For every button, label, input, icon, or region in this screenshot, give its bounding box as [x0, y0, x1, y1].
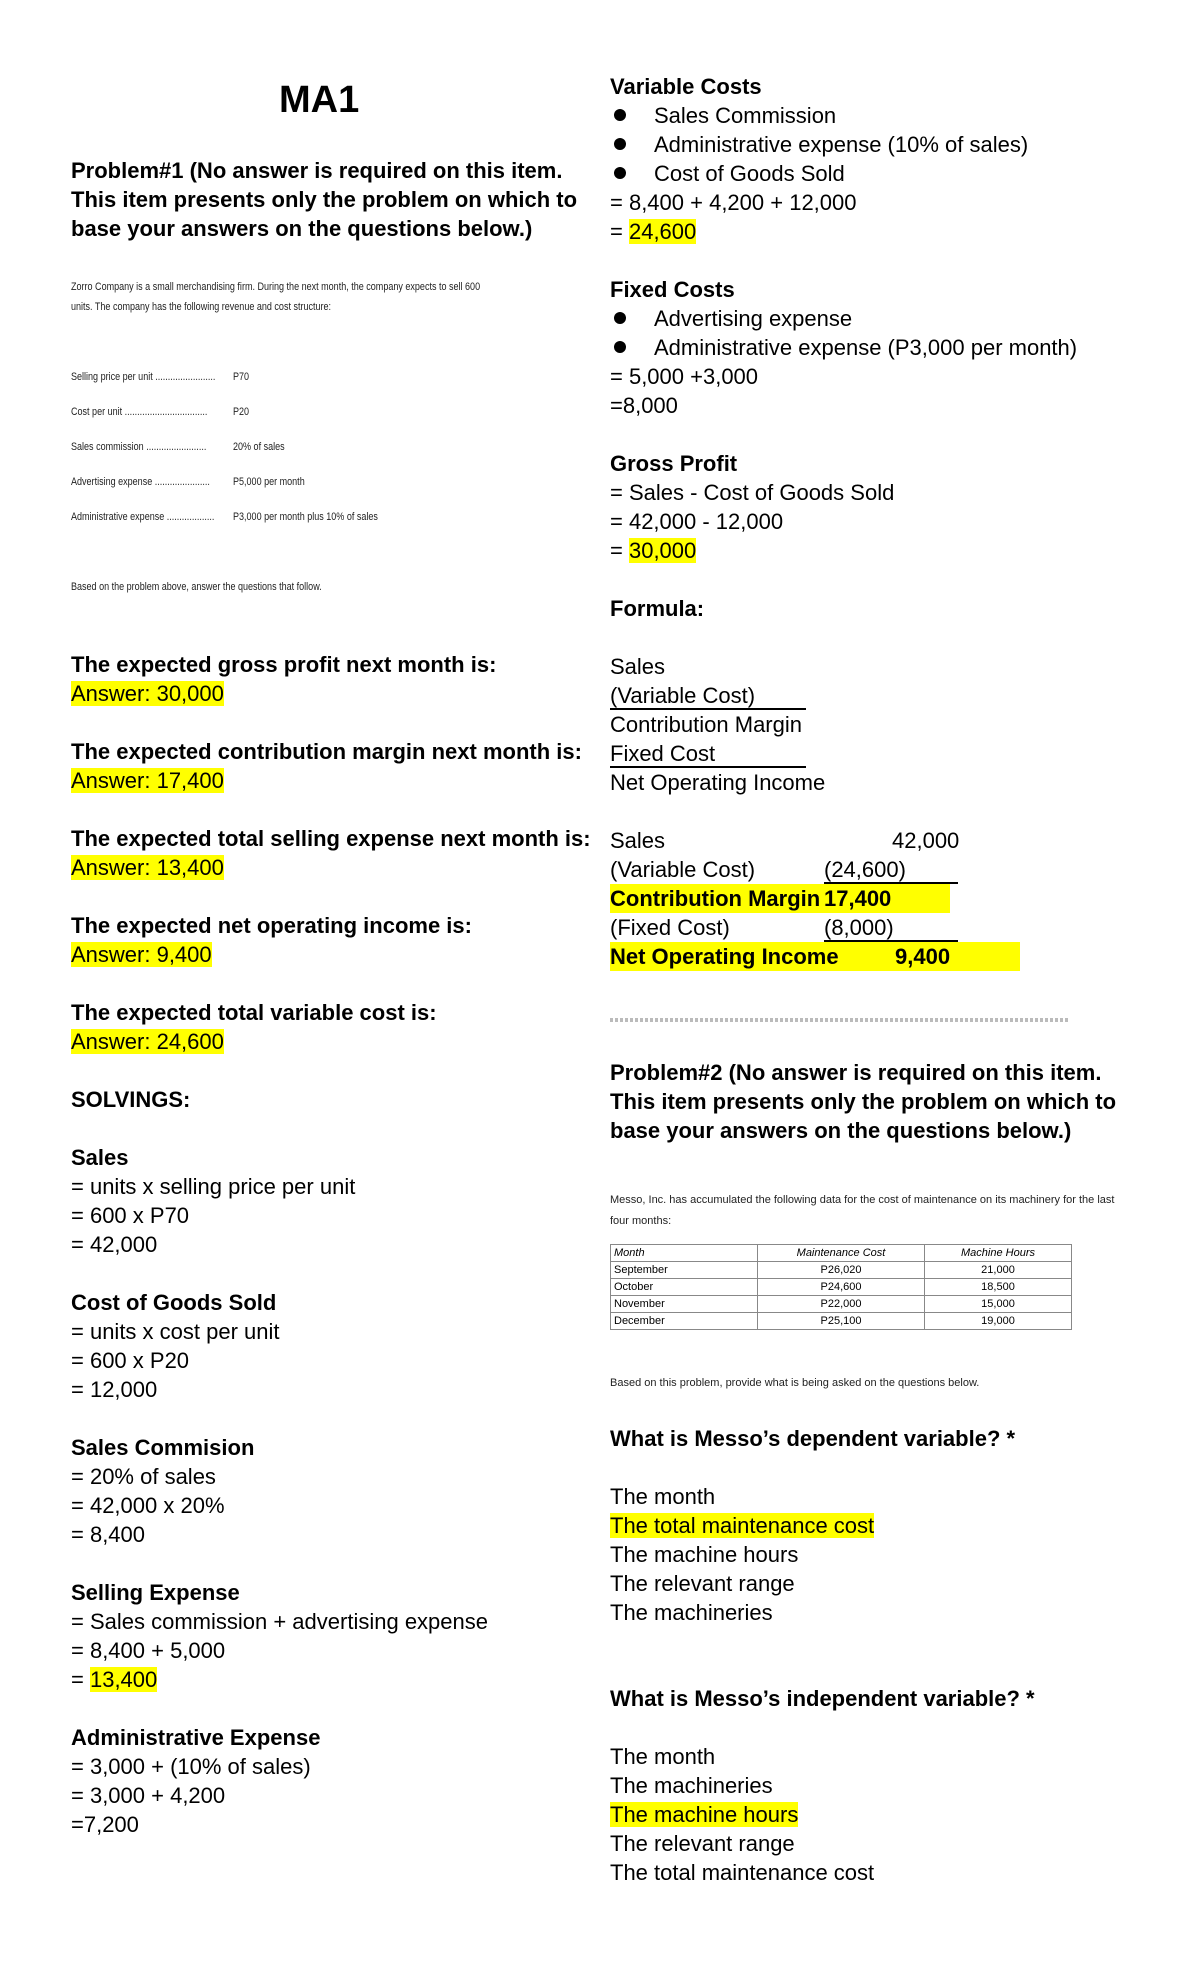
problem1-followup: Based on the problem above, answer the questions that follow. [71, 581, 322, 593]
problem2-header-1: Problem#2 (No answer is required on this item. [610, 1060, 1102, 1085]
stmt-fc-value: (8,000) [824, 915, 894, 940]
table-row [611, 1313, 1072, 1330]
gross-line-1: = Sales - Cost of Goods Sold [610, 480, 895, 505]
q1-option-3: The machine hours [610, 1542, 799, 1567]
th-machine-hours: Machine Hours [925, 1245, 1072, 1262]
fixed-line-2: =8,000 [610, 393, 678, 418]
stmt-cm-label: Contribution Margin [610, 886, 821, 911]
answer-net-operating-income: Answer: 9,400 [71, 942, 212, 967]
gross-title: Gross Profit [610, 451, 738, 476]
variable-line: = 8,400 + 4,200 + 12,000 [610, 190, 857, 215]
cogs-title: Cost of Goods Sold [71, 1290, 277, 1315]
commission-line-3: = 8,400 [71, 1522, 146, 1547]
admin-title: Administrative Expense [71, 1725, 321, 1750]
selling-line-2: = 8,400 + 5,000 [71, 1638, 226, 1663]
item-administrative-label: Administrative expense ................... [71, 511, 215, 523]
gross-result: 30,000 [628, 538, 697, 563]
fixed-bullet-1: Advertising expense [614, 304, 852, 333]
table-row [611, 1262, 1072, 1279]
variable-bullet-1: Sales Commission [614, 101, 836, 130]
cell-cost: P26,020 [758, 1262, 925, 1279]
stmt-fc-label: (Fixed Cost) [610, 915, 730, 940]
problem2-intro-1: Messo, Inc. has accumulated the following data for the cost of maintenance on its machinery for the last [610, 1194, 1115, 1206]
th-month: Month [611, 1245, 758, 1262]
variable-result: 24,600 [628, 219, 697, 244]
solvings-label: SOLVINGS: [71, 1087, 191, 1112]
selling-prefix: = [71, 1667, 90, 1692]
problem2-followup: Based on this problem, provide what is being asked on the questions below. [610, 1377, 980, 1389]
stmt-cm-row [610, 884, 950, 913]
item-advertising-label: Advertising expense ...................... [71, 476, 210, 488]
item-cost-per-unit-label: Cost per unit ................................. [71, 406, 208, 418]
variable-bullet-2: Administrative expense (10% of sales) [614, 130, 1028, 159]
selling-title: Selling Expense [71, 1580, 240, 1605]
question-total-variable-cost: The expected total variable cost is: [71, 1000, 437, 1025]
commission-line-1: = 20% of sales [71, 1464, 216, 1489]
cogs-line-3: = 12,000 [71, 1377, 158, 1402]
table-row [611, 1296, 1072, 1313]
formula-line-noi: Net Operating Income [610, 770, 826, 795]
q-independent-variable: What is Messo’s independent variable? * [610, 1686, 1035, 1711]
stmt-cm-value: 17,400 [824, 886, 892, 911]
stmt-sales-label: Sales [610, 828, 666, 853]
question-gross-profit: The expected gross profit next month is: [71, 652, 497, 677]
stmt-sales-value: 42,000 [892, 828, 960, 853]
section-divider [610, 1018, 1070, 1022]
selling-line-1: = Sales commission + advertising expense [71, 1609, 488, 1634]
cell-cost: P24,600 [758, 1279, 925, 1296]
sales-title: Sales [71, 1145, 129, 1170]
q1-option-5: The machineries [610, 1600, 773, 1625]
admin-line-3: =7,200 [71, 1812, 139, 1837]
question-selling-expense: The expected total selling expense next month is: [71, 826, 591, 851]
cell-month: November [611, 1296, 758, 1313]
gross-line-2: = 42,000 - 12,000 [610, 509, 784, 534]
admin-line-2: = 3,000 + 4,200 [71, 1783, 226, 1808]
problem1-header-2: This item presents only the problem on which to [71, 187, 578, 212]
formula-line-sales: Sales [610, 654, 666, 679]
item-cost-per-unit-value: P20 [233, 406, 250, 418]
cell-hours: 21,000 [925, 1262, 1072, 1279]
formula-line-fixed-cost: Fixed Cost [610, 741, 716, 766]
q-dependent-variable: What is Messo’s dependent variable? * [610, 1426, 1016, 1451]
q2-option-5: The total maintenance cost [610, 1860, 875, 1885]
gross-prefix: = [610, 538, 629, 563]
item-administrative-value: P3,000 per month plus 10% of sales [233, 511, 378, 523]
sales-line-1: = units x selling price per unit [71, 1174, 356, 1199]
fixed-title: Fixed Costs [610, 277, 735, 302]
cell-cost: P22,000 [758, 1296, 925, 1313]
maintenance-table [610, 1244, 1072, 1330]
problem2-intro-2: four months: [610, 1215, 672, 1227]
fixed-bullet-2: Administrative expense (P3,000 per month) [614, 333, 1077, 362]
problem1-header-1: Problem#1 (No answer is required on this item. [71, 158, 563, 183]
table-row [611, 1279, 1072, 1296]
item-selling-price-label: Selling price per unit ........................ [71, 371, 216, 383]
cell-month: October [611, 1279, 758, 1296]
question-net-operating-income: The expected net operating income is: [71, 913, 472, 938]
sales-line-3: = 42,000 [71, 1232, 158, 1257]
variable-prefix: = [610, 219, 629, 244]
question-contribution-margin: The expected contribution margin next month is: [71, 739, 582, 764]
stmt-vc-value: (24,600) [824, 857, 906, 882]
q1-option-2-selected: The total maintenance cost [610, 1513, 875, 1538]
commission-line-2: = 42,000 x 20% [71, 1493, 225, 1518]
stmt-noi-row [610, 942, 1020, 971]
formula-title: Formula: [610, 596, 705, 621]
stmt-noi-label: Net Operating Income [610, 944, 839, 969]
cell-month: December [611, 1313, 758, 1330]
answer-contribution-margin: Answer: 17,400 [71, 768, 224, 793]
cell-cost: P25,100 [758, 1313, 925, 1330]
fixed-line-1: = 5,000 +3,000 [610, 364, 759, 389]
problem1-intro-2: units. The company has the following revenue and cost structure: [71, 301, 332, 313]
table-header-row [611, 1245, 1072, 1262]
admin-line-1: = 3,000 + (10% of sales) [71, 1754, 311, 1779]
cell-month: September [611, 1262, 758, 1279]
q2-option-2: The machineries [610, 1773, 773, 1798]
q2-option-1: The month [610, 1744, 716, 1769]
item-sales-commission-value: 20% of sales [233, 441, 285, 453]
variable-bullet-3: Cost of Goods Sold [614, 159, 845, 188]
formula-line-contribution: Contribution Margin [610, 712, 802, 737]
page-title: MA1 [279, 79, 360, 121]
commission-title: Sales Commision [71, 1435, 255, 1460]
cogs-line-1: = units x cost per unit [71, 1319, 280, 1344]
cogs-line-2: = 600 x P20 [71, 1348, 190, 1373]
stmt-noi-value: 9,400 [895, 944, 951, 969]
answer-gross-profit: Answer: 30,000 [71, 681, 224, 706]
q2-option-4: The relevant range [610, 1831, 795, 1856]
answer-selling-expense: Answer: 13,400 [71, 855, 224, 880]
q1-option-4: The relevant range [610, 1571, 795, 1596]
cell-hours: 18,500 [925, 1279, 1072, 1296]
problem2-header-3: base your answers on the questions below.) [610, 1118, 1072, 1143]
q2-option-3-selected: The machine hours [610, 1802, 799, 1827]
problem1-intro-1: Zorro Company is a small merchandising firm. During the next month, the company expects to sell 600 [71, 281, 481, 293]
th-maintenance-cost: Maintenance Cost [758, 1245, 925, 1262]
sales-line-2: = 600 x P70 [71, 1203, 190, 1228]
cell-hours: 19,000 [925, 1313, 1072, 1330]
q1-option-1: The month [610, 1484, 716, 1509]
answer-total-variable-cost: Answer: 24,600 [71, 1029, 224, 1054]
variable-title: Variable Costs [610, 74, 762, 99]
stmt-vc-label: (Variable Cost) [610, 857, 756, 882]
problem1-header-3: base your answers on the questions below.) [71, 216, 533, 241]
item-advertising-value: P5,000 per month [233, 476, 305, 488]
selling-result: 13,400 [89, 1667, 158, 1692]
cell-hours: 15,000 [925, 1296, 1072, 1313]
item-sales-commission-label: Sales commission ........................ [71, 441, 207, 453]
problem2-header-2: This item presents only the problem on which to [610, 1089, 1117, 1114]
formula-line-variable-cost: (Variable Cost) [610, 683, 756, 708]
item-selling-price-value: P70 [233, 371, 250, 383]
